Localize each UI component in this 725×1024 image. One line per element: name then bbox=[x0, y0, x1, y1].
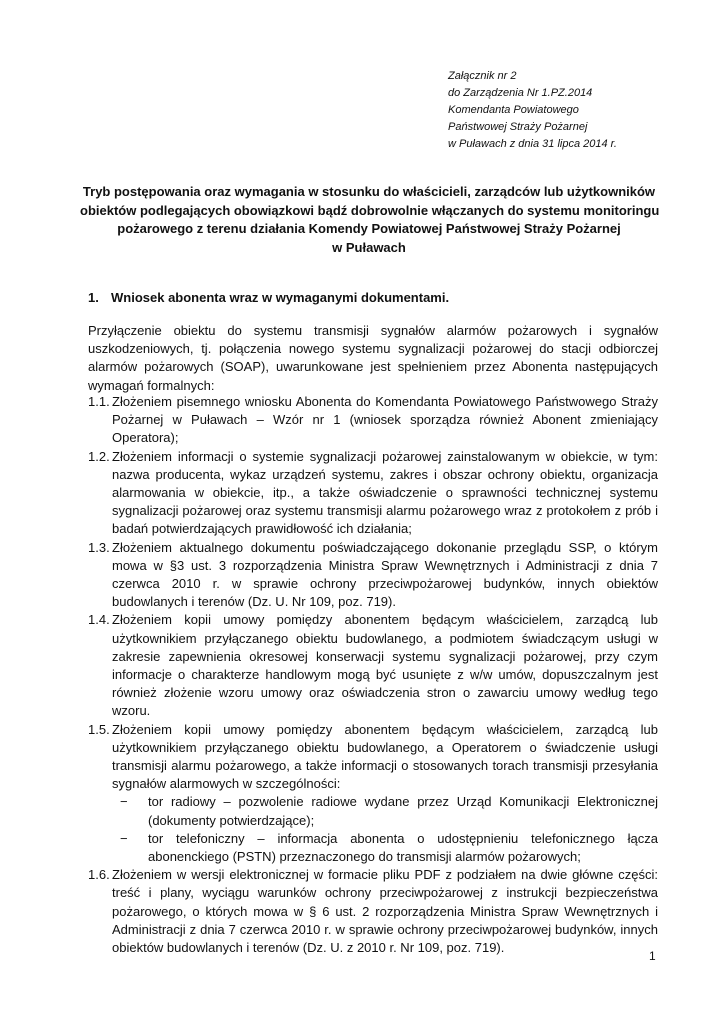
item-number: 1.5. bbox=[88, 721, 110, 737]
item-text: Złożeniem kopii umowy pomiędzy abonentem będącym właścicielem, zarządcą lub użytkownikiem przyłączanego obiektu budowlanego, a podmiotem świadczącym usługi w zakresie zapewnienia okresowej konserwacji systemu sygnalizacji pożarowej, przy czym informacje o charakterze handlowym mogą być usunięte z w/w umów, dopuszczalnym jest również złożenie wzoru umowy oraz oświadczenia stron o zawarciu umowy według tego wzoru. bbox=[112, 612, 658, 719]
item-text: Złożeniem aktualnego dokumentu poświadczającego dokonanie przeglądu SSP, o którym mowa w §3 ust. 3 rozporządzenia Ministra Spraw Wewnętrznych i Administracji z dnia 7 czerwca 2010 r. w sprawie ochrony przeciwpożarowej budynków, innych obiektów budowlanych i terenów (Dz. U. Nr 109, poz. 719). bbox=[112, 539, 658, 610]
item-body bbox=[112, 721, 658, 867]
item-text: Złożeniem w wersji elektronicznej w formacie pliku PDF z podziałem na dwie główne części: treść i plany, wyciągu warunków ochrony przeciwpożarowej z instrukcji bezpieczeństwa pożarowego, o których mowa w § 6 ust. 2 rozporządzenia Ministra Spraw Wewnętrznych i Administracji z dnia 7 czerwca 2010 r. w sprawie ochrony przeciwpożarowej budynków, innych obiektów budowlanych i terenów (Dz. U. z 2010 r. Nr 109, poz. 719). bbox=[112, 867, 658, 956]
intro-paragraph: Przyłączenie obiektu do systemu transmisji sygnałów alarmów pożarowych i sygnałów uszkodzeniowych, tj. połączenia nowego systemu sygnalizacji pożarowej do stacji odbiorczej alarmów pożarowych (SOAP), uwarunkowane jest spełnieniem przez Abonenta następujących wymagań formalnych: bbox=[88, 323, 658, 393]
annex-line: Komendanta Powiatowego bbox=[448, 104, 579, 116]
title-line: w Puławach bbox=[332, 239, 406, 255]
page-number: 1 bbox=[649, 949, 656, 963]
list-item bbox=[88, 866, 658, 957]
item-text: Złożeniem kopii umowy pomiędzy abonentem będącym właścicielem, zarządcą lub użytkownikiem przyłączanego obiektu budowlanego, a Operatorem o świadczenie usługi transmisji alarmu pożarowego, a także informacji o stosowanych torach transmisji przesyłania sygnałów alarmowych w szczególności: bbox=[112, 721, 658, 792]
list-item bbox=[88, 539, 658, 612]
section-number: 1. bbox=[88, 290, 99, 305]
list-item bbox=[88, 393, 658, 448]
list-item bbox=[88, 448, 658, 539]
item-number: 1.4. bbox=[88, 612, 110, 628]
item-text: Złożeniem informacji o systemie sygnalizacji pożarowej zainstalowanym w obiekcie, w tym: nazwa producenta, wykaz urządzeń systemu, zakres i obszar ochrony obiektu, organizacja alarmowania w obiekcie, itp., a także oświadczenie o sprawności technicznej systemu sygnalizacji pożarowej oraz systemu transmisji alarmu pożarowego wraz z protokołem z prób i badań potwierdzających prawidłowość ich działania; bbox=[112, 448, 658, 537]
item-number: 1.1. bbox=[88, 394, 110, 409]
annex-line: do Zarządzenia Nr 1.PZ.2014 bbox=[448, 87, 593, 99]
section-title: Wniosek abonenta wraz w wymaganymi dokumentami. bbox=[111, 290, 450, 305]
title-line: Tryb postępowania oraz wymagania w stosunku do właścicieli, zarządców lub użytkowników bbox=[82, 184, 656, 199]
annex-line: w Puławach z dnia 31 lipca 2014 r. bbox=[448, 138, 617, 150]
list-item bbox=[88, 611, 658, 720]
item-number: 1.6. bbox=[88, 867, 110, 883]
sub-item-text: tor radiowy – pozwolenie radiowe wydane przez Urząd Komunikacji Elektronicznej (dokumenty potwierdzające); bbox=[148, 794, 658, 828]
sub-item-text: tor telefoniczny – informacja abonenta o udostępnieniu telefonicznego łącza abonenckiego (PSTN) przeznaczonego do transmisji alarmów pożarowych; bbox=[148, 830, 658, 865]
annex-header bbox=[448, 68, 708, 153]
sub-list-item bbox=[120, 830, 658, 866]
document-title bbox=[80, 183, 658, 257]
title-line: pożarowego z terenu działania Komendy Powiatowej Państwowej Straży Pożarnej bbox=[117, 221, 621, 236]
annex-line: Załącznik nr 2 bbox=[448, 70, 517, 82]
list-item bbox=[88, 721, 658, 867]
dash-bullet: − bbox=[120, 794, 128, 810]
title-line: obiektów podlegających obowiązkowi bądź dobrowolnie włączanych do systemu monitoringu bbox=[80, 202, 660, 218]
dash-bullet: − bbox=[120, 830, 128, 846]
item-text: Złożeniem pisemnego wniosku Abonenta do Komendanta Powiatowego Państwowego Straży Pożarnej w Puławach – Wzór nr 1 (wniosek sporządza również Abonent zmieniający Operatora); bbox=[112, 394, 658, 446]
item-number: 1.2. bbox=[88, 448, 110, 464]
section-heading bbox=[88, 289, 658, 306]
item-number: 1.3. bbox=[88, 539, 110, 555]
annex-line: Państwowej Straży Pożarnej bbox=[448, 121, 588, 133]
sub-list-item bbox=[120, 793, 658, 829]
requirements-list bbox=[88, 393, 658, 957]
